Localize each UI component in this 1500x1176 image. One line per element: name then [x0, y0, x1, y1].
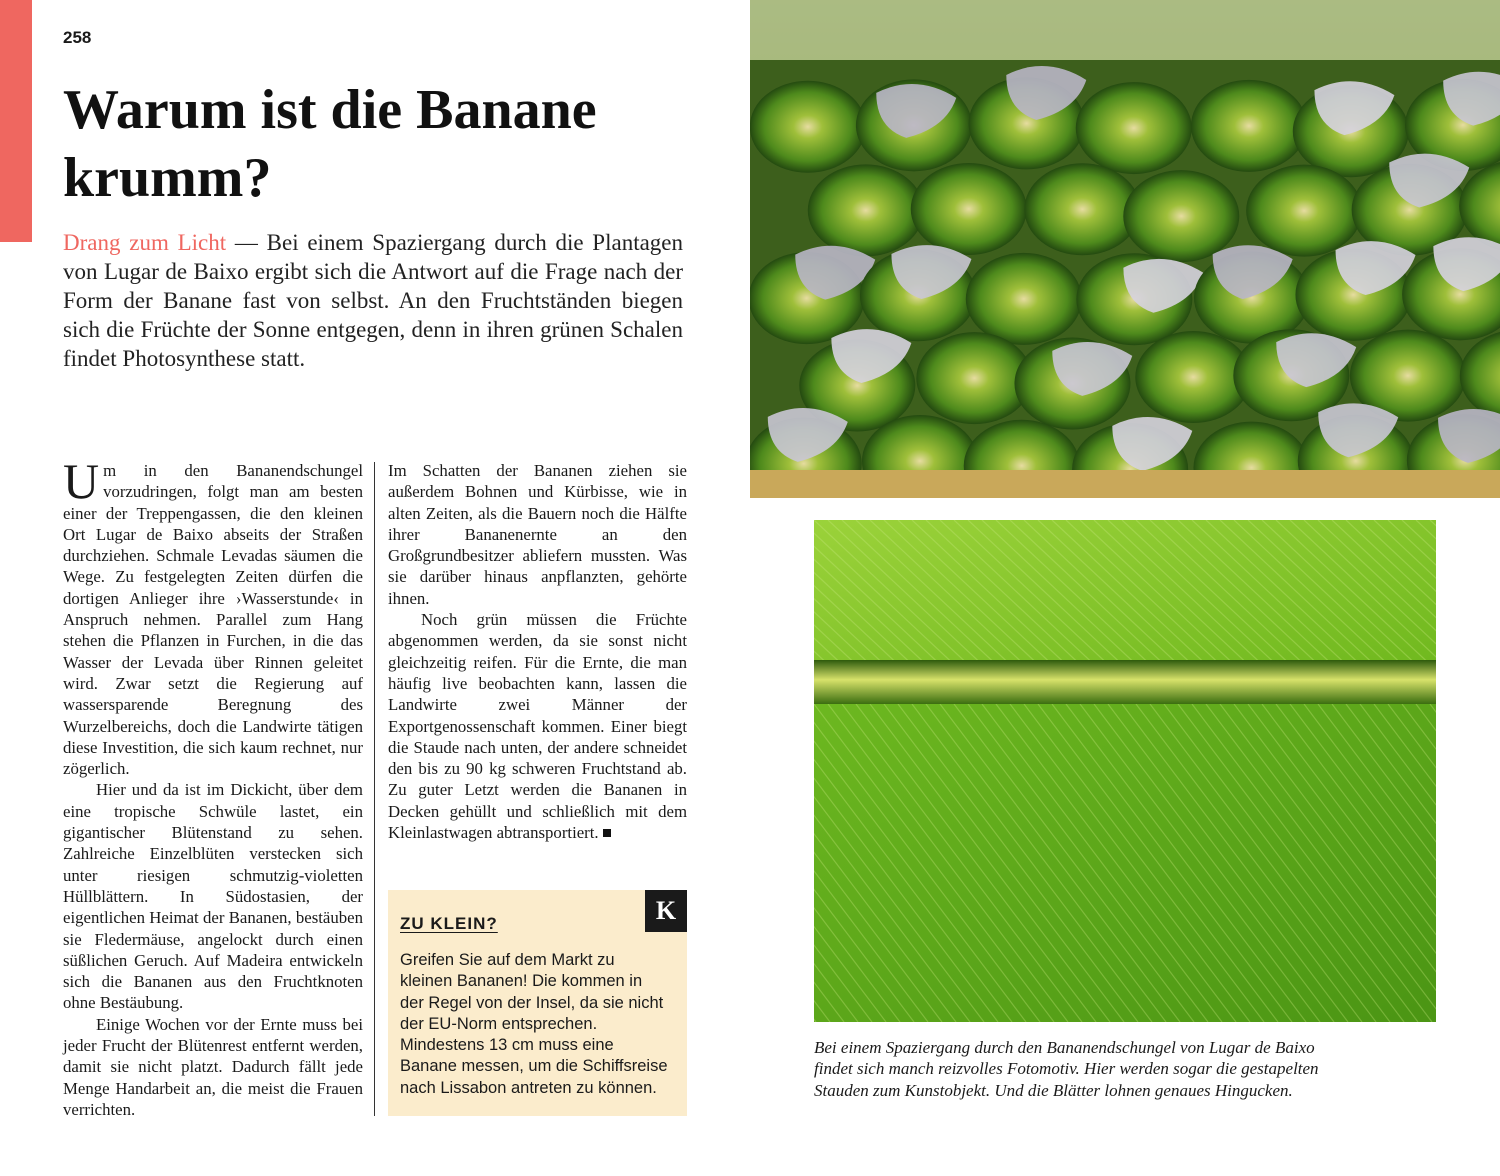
tip-box: [388, 890, 687, 1116]
article-title: [63, 76, 703, 212]
page-number: 258: [63, 28, 92, 47]
title-line-1: Warum ist die Banane: [63, 79, 597, 141]
body-column-right: [388, 460, 687, 843]
body-column-left: [63, 453, 363, 1120]
photo-caption: Bei einem Spaziergang durch den Bananendschungel von Lugar de Baixo findet sich manch reizvolles Fotomotiv. Hier werden sogar die gestapelten Stauden zum Kunstobjekt. Und die Blätter lohnen genaues Hingucken.: [814, 1038, 1319, 1100]
banana-leaf-photo: [814, 520, 1436, 1022]
banana-stack-photo: [750, 0, 1500, 498]
tip-text: Greifen Sie auf dem Markt zu kleinen Bananen! Die kommen in der Regel von der Insel, da sie nicht der EU-Norm entsprechen. Mindestens 13 cm muss eine Banane messen, um die Schiffsreise nach Lissabon antreten zu können.: [400, 951, 668, 1097]
column-divider: [374, 462, 375, 1116]
body-paragraph: Hier und da ist im Dickicht, über dem eine tropische Schwüle lastet, ein gigantischer Blütenstand zu sehen. Zahlreiche Einzelblüten verstecken sich unter riesigen schmutzig-violetten Hüllblättern. In Südostasien, der eigentlichen Heimat der Bananen, bestäuben sie Fledermäuse, angelockt durch einen süßlichen Geruch. Auf Madeira entwickeln sich die Bananen aus den Fruchtknoten ohne Bestäubung.: [63, 780, 363, 1013]
body-paragraph: [63, 453, 363, 779]
paragraph-text: Noch grün müssen die Früchte abgenommen werden, da sie sonst nicht gleichzeitig reifen. Für die Ernte, die man häufig live beobachten kann, lassen die Landwirte zwei Männer der Exportgenossenschaft kommen. Einer biegt die Staude nach unten, der andere schneidet den bis zu 90 kg schweren Fruchtstand ab. Zu guter Letzt werden die Bananen in Decken gehüllt und schließlich mit dem Kleinlastwagen abtransportiert.: [388, 610, 687, 843]
body-paragraph: [388, 609, 687, 843]
body-paragraph: Im Schatten der Bananen ziehen sie außerdem Bohnen und Kürbisse, wie in alten Zeiten, als die Bauern noch die Hälfte ihrer Bananenernte an den Großgrundbesitzer abliefern mussten. Was sie darüber hinaus anpflanzten, gehörte ihnen.: [388, 461, 687, 608]
lead-text: — Bei einem Spaziergang durch die Plantagen von Lugar de Baixo ergibt sich die Antwort auf die Frage nach der Form der Banane fast von selbst. An den Fruchtständen biegen sich die Früchte der Sonne entgegen, denn in ihren grünen Schalen findet Photosynthese statt.: [63, 230, 683, 371]
body-paragraph: Einige Wochen vor der Ernte muss bei jeder Frucht der Blütenrest entfernt werden, damit sie nicht platzt. Dadurch fällt jede Menge Handarbeit an, die meist die Frauen verrichten.: [63, 1014, 363, 1119]
article-lead: [63, 228, 683, 373]
drop-cap: U: [63, 453, 100, 509]
tip-title: ZU KLEIN?: [400, 914, 498, 933]
banana-stack-image: [750, 0, 1500, 498]
title-line-2: krumm?: [63, 147, 272, 209]
tip-badge: K: [645, 890, 687, 932]
paragraph-text: m in den Bananendschungel vorzudringen, folgt man am besten einer der Treppengassen, die den kleinen Ort Lugar de Baixo abseits der Straßen durchziehen. Schmale Levadas säumen die Wege. Zu festgelegten Zeiten dürfen die dortigen Anlieger ihre ›Wasserstunde‹ in Anspruch nehmen. Parallel zum Hang stehen die Pflanzen in Furchen, in die das Wasser der Levada über Rinnen geleitet wird. Zwar setzt die Regierung auf wassersparende Beregnung des Wurzelbereichs, doch die Landwirte tätigen diese Investition, die sich kaum rechnet, nur zögerlich.: [63, 461, 363, 779]
chapter-accent-bar: [0, 0, 32, 242]
end-of-article-mark: [603, 829, 611, 837]
lead-kicker: Drang zum Licht: [63, 230, 227, 255]
banana-leaf-image: [814, 520, 1436, 1022]
